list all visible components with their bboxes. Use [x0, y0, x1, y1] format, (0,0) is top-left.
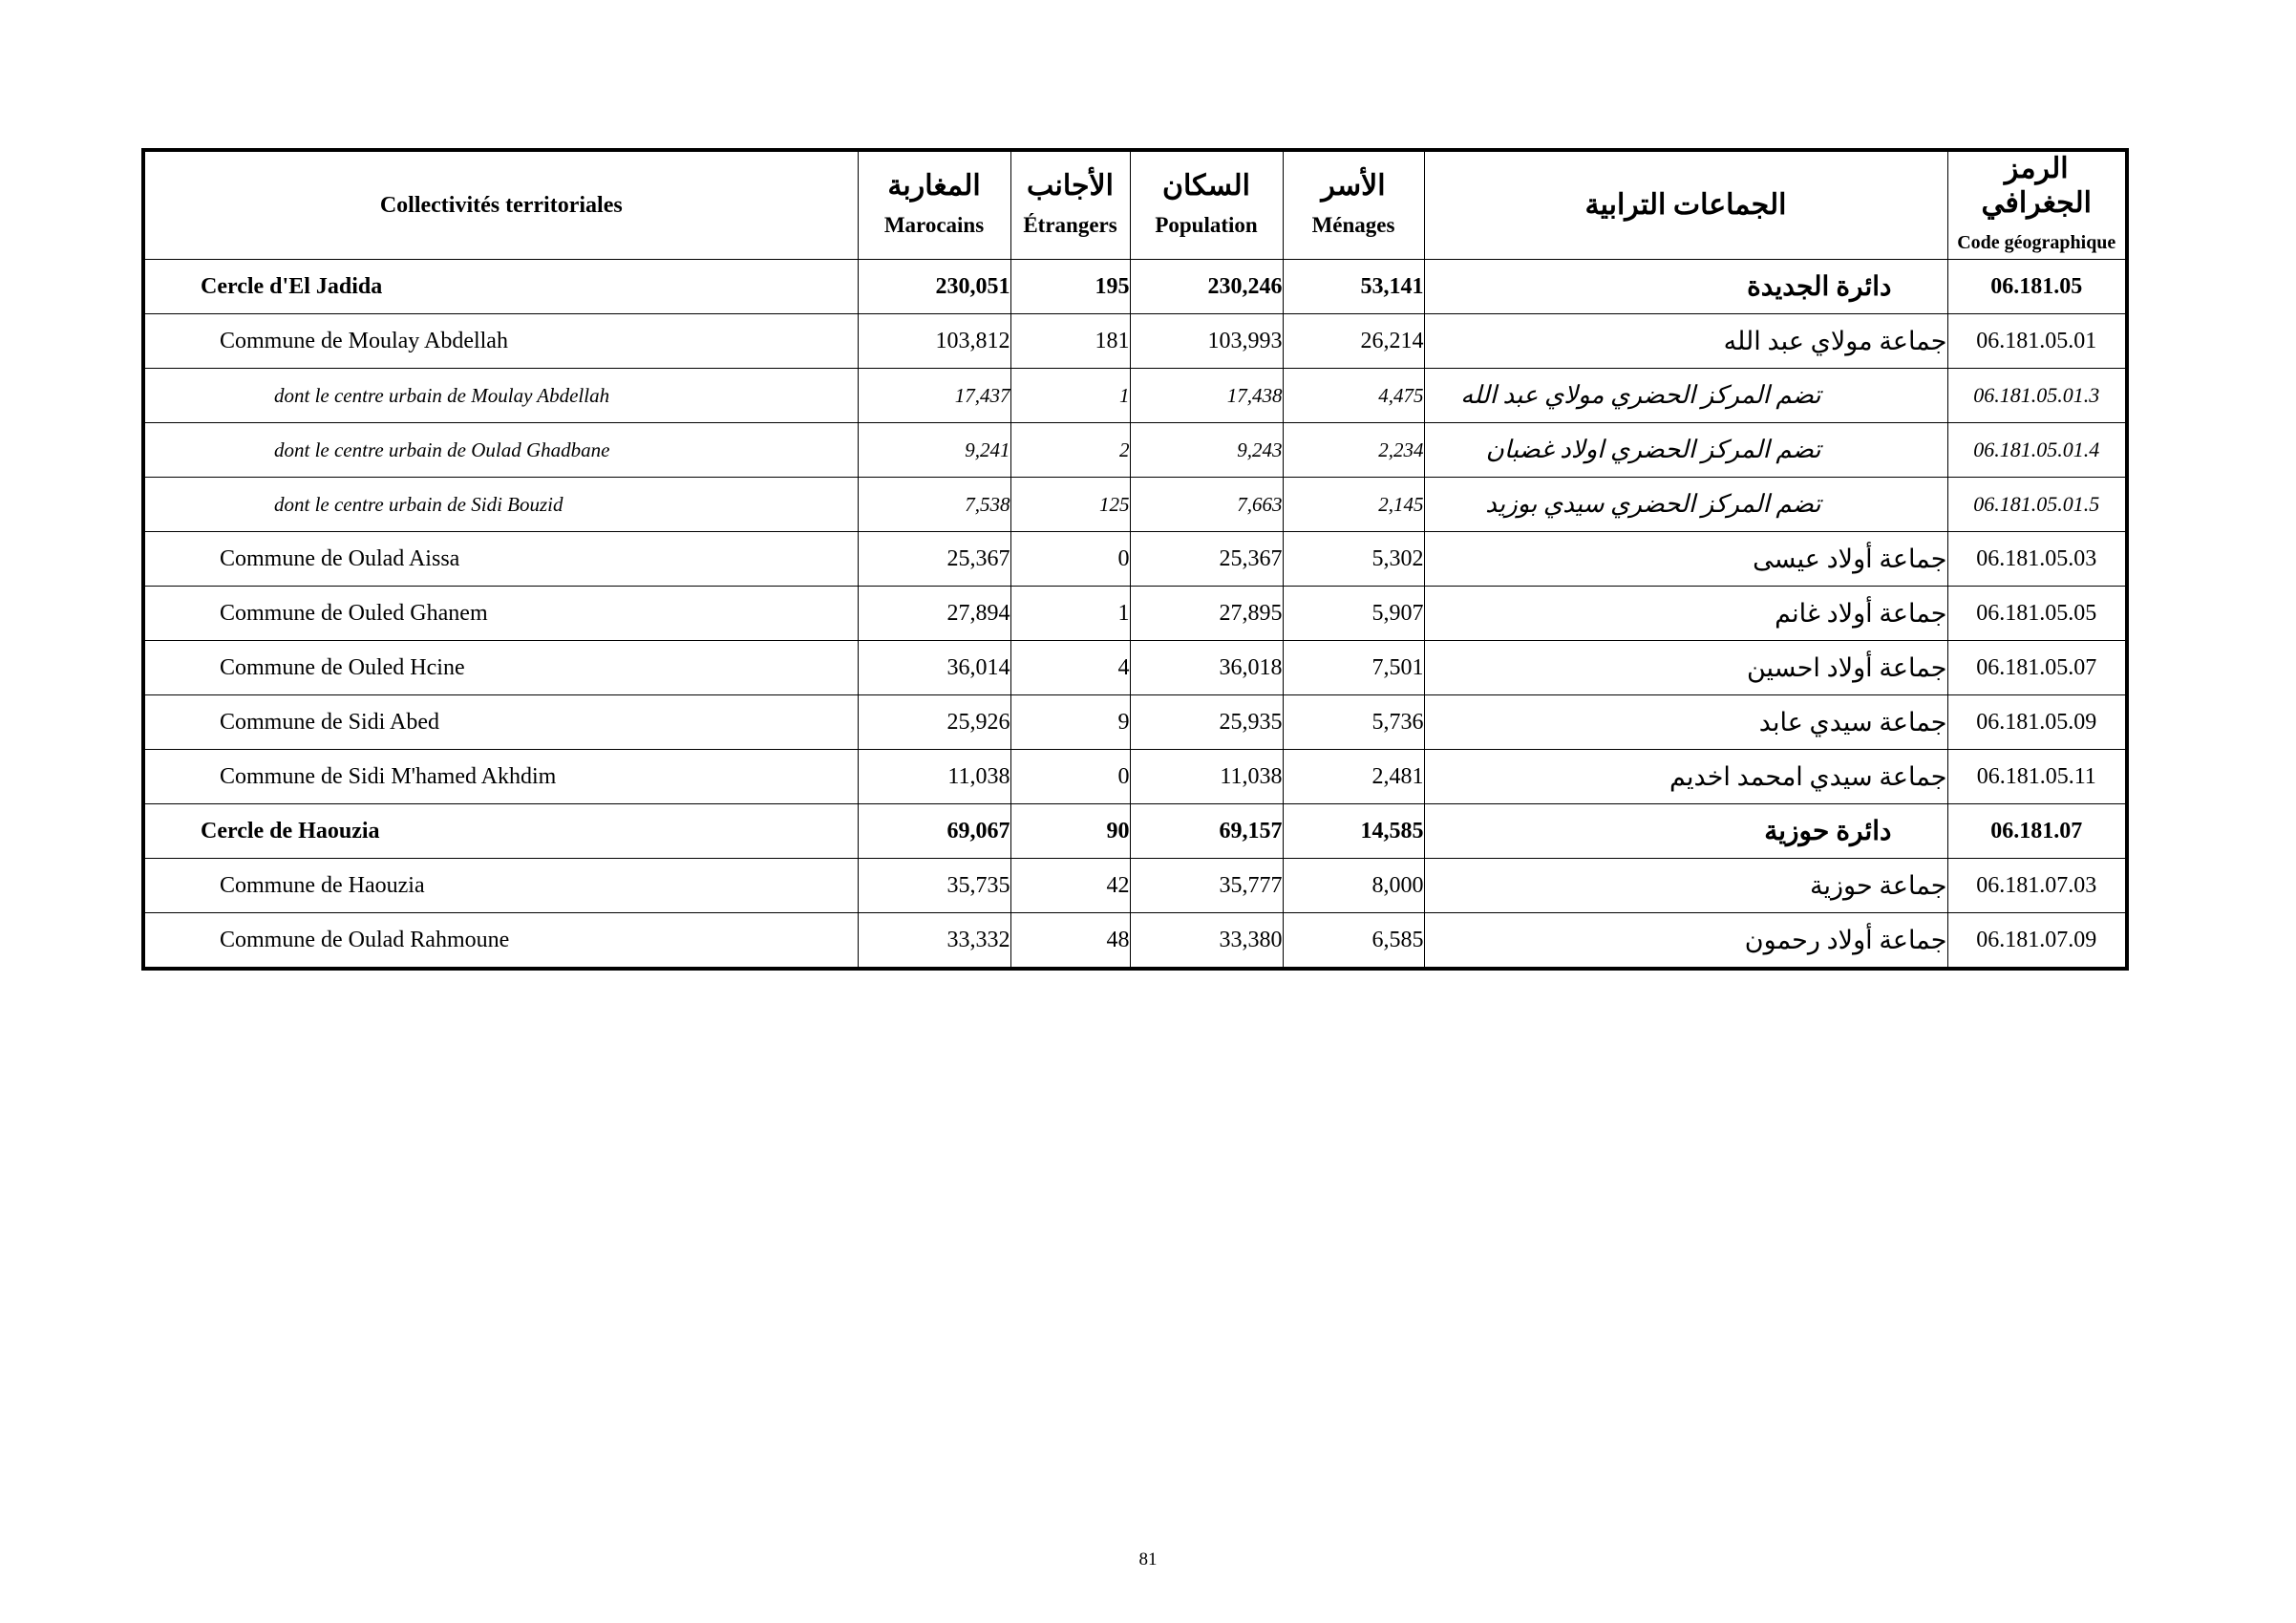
cell-name-ar: جماعة مولاي عبد الله	[1424, 314, 1947, 369]
header-jamaat	[1424, 150, 1947, 260]
cell-population: 230,246	[1130, 260, 1283, 314]
cell-name-ar: جماعة سيدي امحمد اخديم	[1424, 750, 1947, 804]
header-code-ar: الرمز الجغرافي	[1981, 153, 2093, 219]
page-number: 81	[1138, 1549, 1158, 1570]
cell-name-ar: جماعة أولاد غانم	[1424, 587, 1947, 641]
cell-marocains: 35,735	[858, 859, 1010, 913]
cell-etrangers: 1	[1010, 587, 1130, 641]
cell-code: 06.181.05.03	[1947, 532, 2127, 587]
table-row	[143, 314, 2127, 369]
cell-code: 06.181.05.11	[1947, 750, 2127, 804]
cell-name-fr: Cercle de Haouzia	[143, 804, 858, 859]
cell-name-ar: جماعة أولاد احسين	[1424, 641, 1947, 695]
cell-population: 69,157	[1130, 804, 1283, 859]
table-row	[143, 750, 2127, 804]
cell-marocains: 33,332	[858, 913, 1010, 970]
cell-population: 11,038	[1130, 750, 1283, 804]
cell-name-ar: تضم المركز الحضري اولاد غضبان	[1424, 423, 1947, 478]
table-row	[143, 369, 2127, 423]
cell-marocains: 25,926	[858, 695, 1010, 750]
cell-marocains: 230,051	[858, 260, 1010, 314]
cell-code: 06.181.07.09	[1947, 913, 2127, 970]
cell-name-ar: دائرة الجديدة	[1424, 260, 1947, 314]
cell-name-fr: Commune de Sidi Abed	[143, 695, 858, 750]
cell-etrangers: 2	[1010, 423, 1130, 478]
cell-marocains: 69,067	[858, 804, 1010, 859]
cell-code: 06.181.05.09	[1947, 695, 2127, 750]
cell-etrangers: 4	[1010, 641, 1130, 695]
cell-population: 36,018	[1130, 641, 1283, 695]
cell-name-fr: dont le centre urbain de Sidi Bouzid	[143, 478, 858, 532]
cell-name-fr: Commune de Ouled Hcine	[143, 641, 858, 695]
cell-name-fr: Commune de Haouzia	[143, 859, 858, 913]
cell-menages: 2,145	[1283, 478, 1424, 532]
cell-name-ar: جماعة حوزية	[1424, 859, 1947, 913]
cell-etrangers: 1	[1010, 369, 1130, 423]
cell-name-fr: Commune de Oulad Aissa	[143, 532, 858, 587]
cell-population: 9,243	[1130, 423, 1283, 478]
cell-menages: 26,214	[1283, 314, 1424, 369]
cell-menages: 4,475	[1283, 369, 1424, 423]
cell-code: 06.181.05.07	[1947, 641, 2127, 695]
cell-code: 06.181.05.05	[1947, 587, 2127, 641]
cell-marocains: 17,437	[858, 369, 1010, 423]
header-menages	[1283, 150, 1424, 260]
header-etrangers	[1010, 150, 1130, 260]
cell-etrangers: 0	[1010, 750, 1130, 804]
cell-population: 17,438	[1130, 369, 1283, 423]
table-row	[143, 913, 2127, 970]
cell-marocains: 103,812	[858, 314, 1010, 369]
header-marocains-ar: المغاربة	[887, 170, 981, 202]
cell-marocains: 9,241	[858, 423, 1010, 478]
table-row	[143, 587, 2127, 641]
cell-name-fr: Commune de Sidi M'hamed Akhdim	[143, 750, 858, 804]
table-row	[143, 260, 2127, 314]
cell-name-fr: Commune de Moulay Abdellah	[143, 314, 858, 369]
cell-etrangers: 48	[1010, 913, 1130, 970]
header-code-fr: Code géographique	[1957, 232, 2116, 253]
cell-marocains: 27,894	[858, 587, 1010, 641]
cell-population: 33,380	[1130, 913, 1283, 970]
table-body	[143, 260, 2127, 970]
header-etrangers-ar: الأجانب	[1027, 170, 1114, 202]
cell-etrangers: 9	[1010, 695, 1130, 750]
cell-etrangers: 0	[1010, 532, 1130, 587]
cell-population: 27,895	[1130, 587, 1283, 641]
cell-etrangers: 181	[1010, 314, 1130, 369]
cell-name-ar: جماعة أولاد عيسى	[1424, 532, 1947, 587]
cell-code: 06.181.05.01	[1947, 314, 2127, 369]
header-etrangers-fr: Étrangers	[1023, 213, 1117, 237]
header-population-ar: السكان	[1162, 170, 1250, 202]
cell-code: 06.181.05.01.5	[1947, 478, 2127, 532]
table-row	[143, 804, 2127, 859]
header-code	[1947, 150, 2127, 260]
cell-name-fr: dont le centre urbain de Moulay Abdellah	[143, 369, 858, 423]
cell-name-fr: Cercle d'El Jadida	[143, 260, 858, 314]
table-row	[143, 478, 2127, 532]
cell-name-ar: تضم المركز الحضري مولاي عبد الله	[1424, 369, 1947, 423]
cell-menages: 7,501	[1283, 641, 1424, 695]
table-row	[143, 532, 2127, 587]
cell-code: 06.181.05.01.3	[1947, 369, 2127, 423]
cell-menages: 2,234	[1283, 423, 1424, 478]
cell-marocains: 7,538	[858, 478, 1010, 532]
cell-menages: 2,481	[1283, 750, 1424, 804]
cell-name-ar: جماعة أولاد رحمون	[1424, 913, 1947, 970]
cell-marocains: 25,367	[858, 532, 1010, 587]
cell-name-fr: Commune de Oulad Rahmoune	[143, 913, 858, 970]
cell-menages: 6,585	[1283, 913, 1424, 970]
cell-name-fr: Commune de Ouled Ghanem	[143, 587, 858, 641]
cell-name-ar: دائرة حوزية	[1424, 804, 1947, 859]
table-row	[143, 695, 2127, 750]
cell-code: 06.181.07.03	[1947, 859, 2127, 913]
header-row	[143, 150, 2127, 260]
cell-name-ar: جماعة سيدي عابد	[1424, 695, 1947, 750]
cell-population: 7,663	[1130, 478, 1283, 532]
cell-name-ar: تضم المركز الحضري سيدي بوزيد	[1424, 478, 1947, 532]
cell-population: 25,935	[1130, 695, 1283, 750]
cell-population: 103,993	[1130, 314, 1283, 369]
cell-menages: 5,907	[1283, 587, 1424, 641]
header-jamaat-ar: الجماعات الترابية	[1584, 189, 1787, 221]
cell-code: 06.181.05	[1947, 260, 2127, 314]
cell-etrangers: 42	[1010, 859, 1130, 913]
header-marocains-fr: Marocains	[883, 213, 985, 237]
cell-etrangers: 125	[1010, 478, 1130, 532]
cell-marocains: 36,014	[858, 641, 1010, 695]
header-collectivites: Collectivités territoriales	[143, 150, 858, 260]
table-row	[143, 859, 2127, 913]
cell-menages: 5,736	[1283, 695, 1424, 750]
cell-menages: 14,585	[1283, 804, 1424, 859]
header-marocains	[858, 150, 1010, 260]
census-table	[141, 148, 2129, 971]
cell-menages: 53,141	[1283, 260, 1424, 314]
cell-code: 06.181.05.01.4	[1947, 423, 2127, 478]
header-population	[1130, 150, 1283, 260]
header-population-fr: Population	[1155, 213, 1258, 237]
cell-etrangers: 90	[1010, 804, 1130, 859]
cell-menages: 8,000	[1283, 859, 1424, 913]
table-row	[143, 423, 2127, 478]
cell-menages: 5,302	[1283, 532, 1424, 587]
cell-population: 25,367	[1130, 532, 1283, 587]
cell-marocains: 11,038	[858, 750, 1010, 804]
cell-code: 06.181.07	[1947, 804, 2127, 859]
header-menages-fr: Ménages	[1311, 213, 1395, 237]
cell-etrangers: 195	[1010, 260, 1130, 314]
cell-name-fr: dont le centre urbain de Oulad Ghadbane	[143, 423, 858, 478]
table-row	[143, 641, 2127, 695]
cell-population: 35,777	[1130, 859, 1283, 913]
header-menages-ar: الأسر	[1321, 170, 1386, 202]
